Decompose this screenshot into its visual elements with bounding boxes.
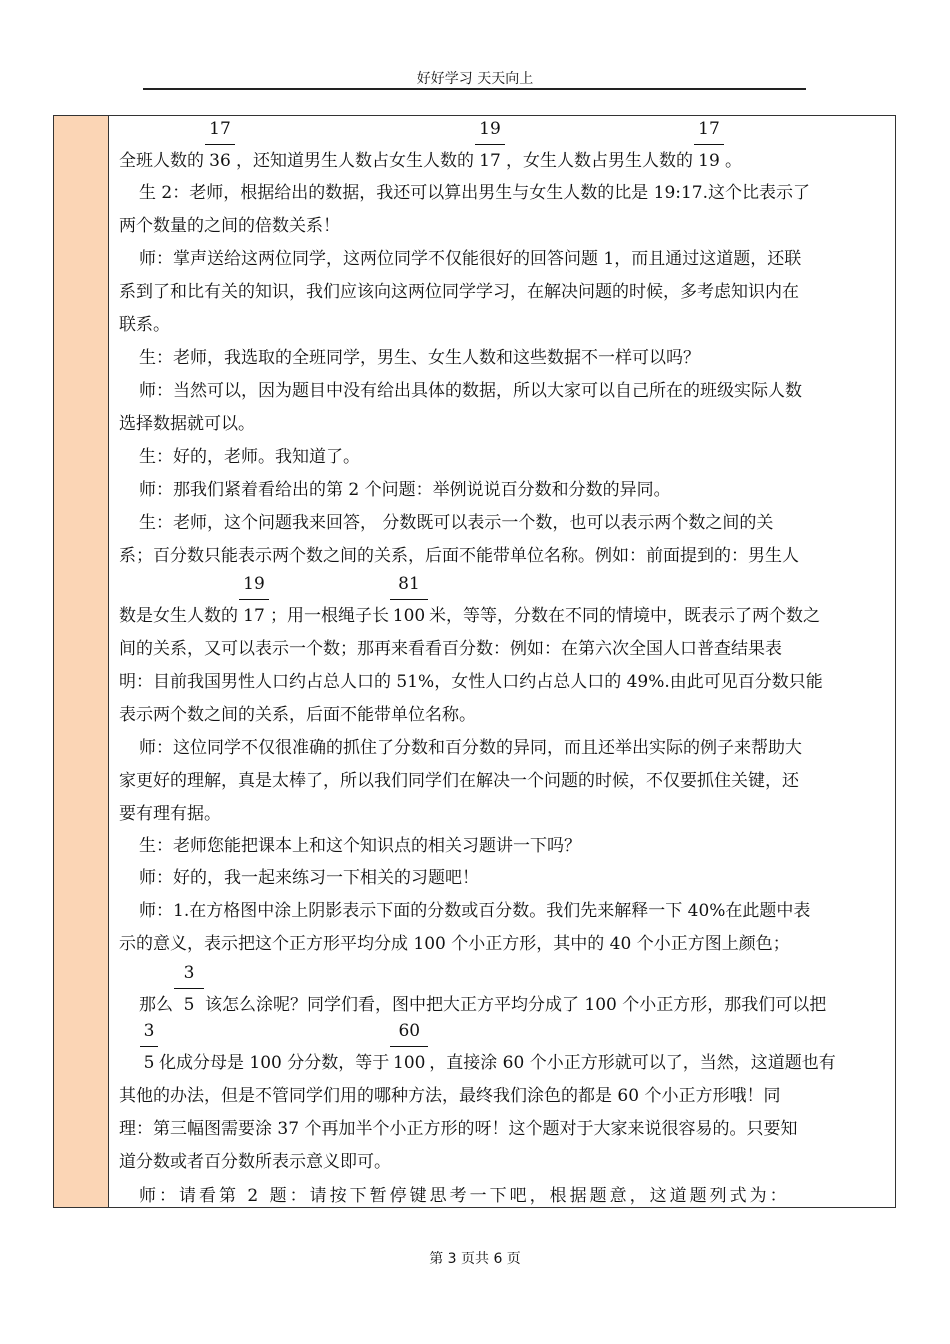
text-segment: 米，等等，分数在不同的情境中，既表示了两个数之 [429, 606, 820, 626]
fraction-denominator: 100 [393, 1053, 426, 1073]
text-line-30: 师：请看第 2 题：请按下暂停键思考一下吧，根据题意，这道题列式为： [139, 1186, 790, 1206]
text-line-18: 师：这位同学不仅很准确的抓住了分数和百分数的异同，而且还举出实际的例子来帮助大 [139, 738, 802, 758]
fraction-denominator: 5 [143, 1053, 155, 1073]
text-line-10: 生：好的，老师。我知道了。 [139, 447, 360, 467]
text-segment: 该怎么涂呢？同学们看，图中把大正方平均分成了 100 个小正方形，那我们可以把 [205, 995, 827, 1015]
fraction [205, 119, 235, 173]
text-segment: 数是女生人数的 [119, 606, 238, 626]
fraction-numerator: 81 [398, 574, 420, 594]
fraction-bar [140, 1046, 158, 1047]
fraction-denominator: 17 [479, 151, 501, 171]
fraction-numerator: 17 [209, 119, 231, 139]
side-column-cell [54, 116, 109, 1207]
text-line-26 [119, 1021, 889, 1075]
text-segment: ，还知道男生人数占女生人数的 [236, 151, 474, 171]
fraction-bar [205, 144, 235, 145]
text-line-19: 家更好的理解，真是太棒了，所以我们同学们在解决一个问题的时候，不仅要抓住关键，还 [119, 771, 799, 791]
text-segment: 化成分母是 100 分分数，等于 [159, 1053, 390, 1073]
fraction-numerator: 17 [698, 119, 720, 139]
fraction-bar [475, 144, 505, 145]
fraction-numerator: 19 [479, 119, 501, 139]
fraction-denominator: 5 [183, 995, 195, 1015]
fraction [475, 119, 505, 173]
fraction [174, 963, 204, 1017]
lesson-text [119, 116, 889, 1207]
text-line-29: 道分数或者百分数所表示意义即可。 [119, 1152, 391, 1172]
lesson-table [53, 115, 896, 1208]
text-line-15: 间的关系，又可以表示一个数；那再来看看百分数：例如：在第六次全国人口普查结果表 [119, 639, 782, 659]
text-line-22: 师：好的，我一起来练习一下相关的习题吧！ [139, 868, 479, 888]
fraction-bar [239, 599, 269, 600]
text-line-23: 师：1.在方格图中涂上阴影表示下面的分数或百分数。我们先来解释一下 40%在此题中表 [139, 901, 811, 921]
fraction-bar [694, 144, 724, 145]
fraction-denominator: 100 [392, 606, 426, 626]
fraction [239, 574, 269, 628]
text-line-17: 表示两个数之间的关系，后面不能带单位名称。 [119, 705, 476, 725]
fraction [390, 574, 428, 628]
text-line-2: 生 2：老师，根据给出的数据，我还可以算出男生与女生人数的比是 19:17.这个比表示了 [139, 183, 811, 203]
fraction [390, 1021, 428, 1075]
text-line-21: 生：老师您能把课本上和这个知识点的相关习题讲一下吗？ [139, 836, 581, 856]
text-line-25 [119, 963, 889, 1017]
fraction-numerator: 3 [183, 963, 195, 983]
fraction-numerator: 19 [243, 574, 265, 594]
text-segment: ，直接涂 60 个小正方形就可以了，当然，这道题也有 [429, 1053, 836, 1073]
fraction-denominator: 36 [209, 151, 231, 171]
text-line-6: 联系。 [119, 315, 170, 335]
fraction [694, 119, 724, 173]
text-line-9: 选择数据就可以。 [119, 414, 255, 434]
page-footer: 第 3 页共 6 页 [429, 1251, 521, 1267]
text-line-1 [119, 119, 889, 173]
text-line-8: 师：当然可以，因为题目中没有给出具体的数据，所以大家可以自己所在的班级实际人数 [139, 381, 802, 401]
text-line-28: 理：第三幅图需要涂 37 个再加半个小正方形的呀！这个题对于大家来说很容易的。只要知 [119, 1119, 798, 1139]
text-line-14 [119, 574, 889, 628]
text-segment: ，女生人数占男生人数的 [506, 151, 693, 171]
text-line-20: 要有理有据。 [119, 804, 221, 824]
text-segment: 。 [725, 151, 742, 171]
text-line-11: 师：那我们紧着看给出的第 2 个问题：举例说说百分数和分数的异同。 [139, 480, 671, 500]
text-line-13: 系；百分数只能表示两个数之间的关系，后面不能带单位名称。例如：前面提到的：男生人 [119, 546, 799, 566]
text-segment: ；用一根绳子长 [270, 606, 389, 626]
text-line-3: 两个数量的之间的倍数关系！ [119, 216, 340, 236]
text-line-4: 师：掌声送给这两位同学，这两位同学不仅能很好的回答问题 1，而且通过这道题，还联 [139, 249, 802, 269]
text-line-27: 其他的办法，但是不管同学们用的哪种方法，最终我们涂色的都是 60 个小正方形哦！同 [119, 1086, 781, 1106]
fraction [140, 1021, 158, 1075]
text-line-7: 生：老师，我选取的全班同学，男生、女生人数和这些数据不一样可以吗？ [139, 348, 700, 368]
fraction-numerator: 60 [398, 1021, 421, 1041]
fraction-bar [174, 988, 204, 989]
fraction-bar [390, 1046, 428, 1047]
fraction-denominator: 17 [243, 606, 265, 626]
text-segment: 全班人数的 [119, 151, 204, 171]
text-line-5: 系到了和比有关的知识，我们应该向这两位同学学习，在解决问题的时候，多考虑知识内在 [119, 282, 799, 302]
text-line-24: 示的意义，表示把这个正方形平均分成 100 个小正方形，其中的 40 个小正方图上颜色； [119, 934, 790, 954]
text-segment: 那么 [139, 995, 173, 1015]
header-rule [143, 88, 806, 90]
text-line-12: 生：老师，这个问题我来回答， 分数既可以表示一个数，也可以表示两个数之间的关 [139, 513, 774, 533]
fraction-denominator: 19 [698, 151, 720, 171]
text-line-16: 明：目前我国男性人口约占总人口的 51%，女性人口约占总人口的 49%.由此可见百分数只能 [119, 672, 823, 692]
fraction-numerator: 3 [143, 1021, 155, 1041]
page-header: 好好学习 天天向上 [416, 71, 534, 87]
fraction-bar [390, 599, 428, 600]
